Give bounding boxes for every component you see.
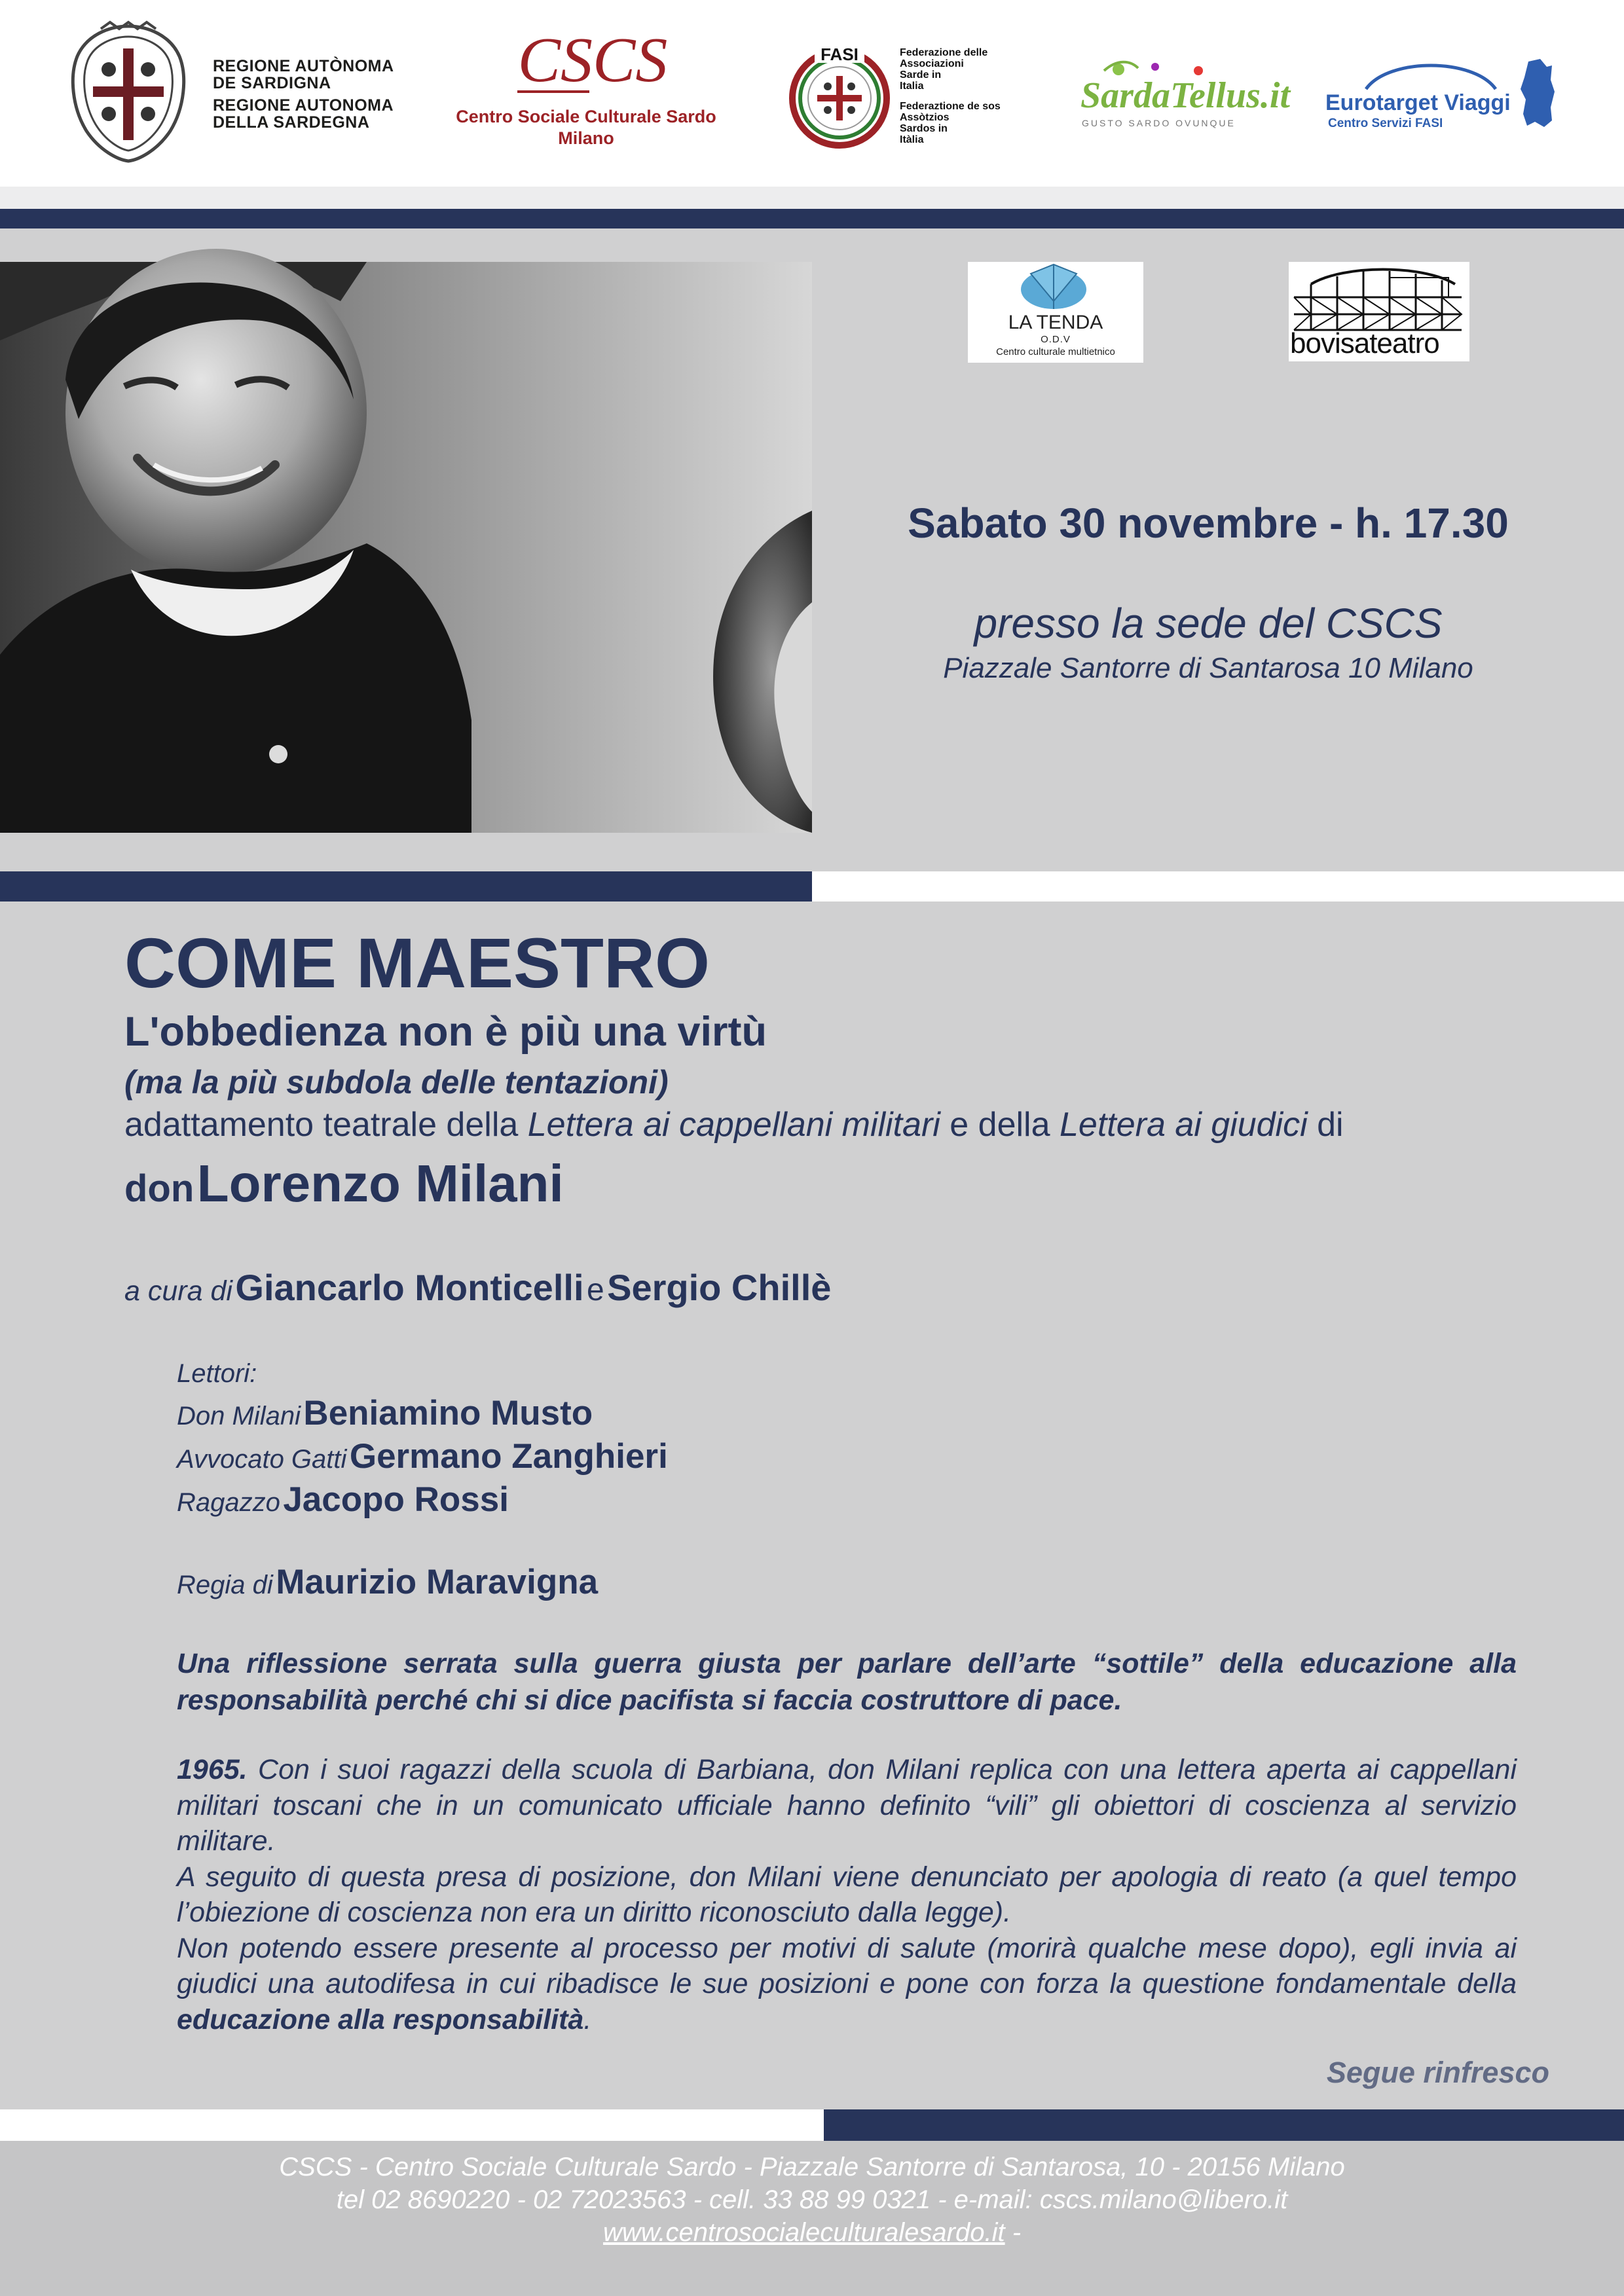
don-milani-photo	[0, 262, 812, 833]
fasi-line-5: Federaztione de sos	[900, 101, 1001, 112]
fasi-line-8: Itàlia	[900, 134, 924, 145]
fasi-line-6: Assòtzios	[900, 112, 950, 123]
regione-line-4: DELLA SARDEGNA	[213, 113, 370, 132]
show-subtitle: L'obbedienza non è più una virtù	[124, 1009, 767, 1055]
cscs-logo	[511, 25, 674, 100]
reader-name: Beniamino Musto	[303, 1394, 593, 1432]
bovisateatro-name: bovisateatro	[1290, 327, 1439, 359]
la-tenda-logo	[968, 262, 1143, 363]
la-tenda-odv: O.D.V	[1041, 334, 1071, 345]
footer-contacts: tel 02 8690220 - 02 72023563 - cell. 33 88 99 0321 - e-mail: cscs.milano@libero.it	[336, 2185, 1288, 2214]
reader-row	[177, 1478, 668, 1522]
history-paragraph-1	[177, 1752, 1517, 1859]
history-paragraph-1-text: Con i suoi ragazzi della scuola di Barbiana, don Milani replica con una lettera aperta ai cappellani militari toscani che in un comunicato ufficiale hanno definito “vili” gli obiettori di coscienza al servizio militare.	[177, 1754, 1517, 1857]
sardatellus-logo	[1078, 56, 1291, 119]
sardinia-map-icon	[1518, 58, 1556, 128]
author-name: Lorenzo Milani	[196, 1154, 564, 1212]
letter-chaplains-title: Lettera ai cappellani militari	[527, 1106, 940, 1144]
website-link[interactable]: www.centrosocialeculturalesardo.it	[602, 2218, 1005, 2247]
fasi-name	[900, 47, 1001, 145]
mid-divider-bar	[0, 871, 812, 902]
reader-role: Don Milani	[177, 1402, 301, 1430]
reflection-paragraph: Una riflessione serrata sulla guerra giusta per parlare dell’arte “sottile” della educazione alla responsabilità perché chi si dice pacifista si faccia costruttore di pace.	[177, 1648, 1517, 1716]
sardatellus-tagline: GUSTO SARDO OVUNQUE	[1082, 118, 1236, 128]
regione-line-2: DE SARDIGNA	[213, 74, 331, 92]
readers-block	[177, 1355, 668, 1522]
direction-label: Regia di	[177, 1571, 273, 1599]
reader-row	[177, 1435, 668, 1478]
fasi-line-1: Federazione delle	[900, 47, 988, 58]
history-paragraph-3-text: Non potendo essere presente al processo per motivi di salute (morirà qualche mese dopo), egli invia ai giudici una autodifesa in cui ribadisce le sue posizioni e pone con forza la questione fondamentale della	[177, 1932, 1517, 1999]
adaptation-text-3: di	[1307, 1106, 1344, 1144]
regione-line-3: REGIONE AUTONOMA	[213, 96, 394, 115]
adaptation-text-1: adattamento teatrale della	[124, 1106, 528, 1144]
cscs-line-2: Milano	[558, 128, 614, 148]
la-tenda-globe-icon	[1018, 263, 1090, 313]
bottom-divider-white	[0, 2109, 824, 2141]
fasi-line-4: Italia	[900, 81, 924, 92]
eurotarget-tagline: Centro Servizi FASI	[1328, 117, 1443, 130]
show-title: COME MAESTRO	[124, 923, 710, 1002]
top-divider-bar	[0, 209, 1624, 228]
adaptation-text-2: e della	[940, 1106, 1060, 1144]
event-date: Sabato 30 novembre - h. 17.30	[908, 500, 1509, 547]
reader-name: Jacopo Rossi	[283, 1480, 509, 1519]
fasi-logo	[786, 42, 893, 151]
la-tenda-tagline: Centro culturale multietnico	[996, 346, 1115, 357]
direction-line	[177, 1562, 598, 1602]
refreshments-note: Segue rinfresco	[1326, 2056, 1549, 2089]
cscs-name	[452, 106, 720, 149]
curator-2: Sergio Chillè	[607, 1267, 832, 1308]
eurotarget-name: Eurotarget Viaggi	[1325, 90, 1511, 115]
la-tenda-name: LA TENDA	[1008, 312, 1103, 333]
history-paragraph-3-end: .	[583, 2003, 592, 2035]
fasi-line-2: Associazioni	[900, 58, 964, 69]
fasi-line-7: Sardos in	[900, 123, 948, 134]
letter-judges-title: Lettera ai giudici	[1059, 1106, 1308, 1144]
responsibility-emphasis: educazione alla responsabilità	[177, 2003, 584, 2035]
history-text	[177, 1752, 1517, 2037]
reader-role: Ragazzo	[177, 1488, 280, 1517]
reader-role: Avvocato Gatti	[177, 1445, 347, 1474]
readers-title: Lettori:	[177, 1359, 257, 1388]
author-prefix: don	[124, 1167, 194, 1210]
author-line	[124, 1154, 564, 1214]
sardatellus-name: SardaTellus.it	[1080, 75, 1291, 116]
adaptation-line	[124, 1105, 1344, 1144]
logo-band-shadow	[0, 187, 1624, 209]
history-paragraph-3	[177, 1931, 1517, 2038]
fasi-acronym: FASI	[821, 45, 858, 64]
reader-row	[177, 1392, 668, 1435]
eurotarget-arc-icon	[1362, 55, 1500, 92]
regione-sardegna-name	[213, 58, 394, 131]
bovisateatro-logo	[1289, 262, 1469, 361]
reader-name: Germano Zanghieri	[349, 1437, 668, 1476]
cscs-logo-text: CSCS	[517, 25, 668, 96]
event-venue: presso la sede del CSCS	[974, 600, 1443, 647]
regione-sardegna-crest-icon	[63, 22, 194, 164]
director-name: Maurizio Maravigna	[276, 1563, 599, 1601]
curated-and: e	[586, 1273, 604, 1307]
website-tail: -	[1005, 2218, 1022, 2247]
footer-address: CSCS - Centro Sociale Culturale Sardo - Piazzale Santorre di Santarosa, 10 - 20156 Milano	[279, 2153, 1345, 2181]
event-address: Piazzale Santorre di Santarosa 10 Milano	[943, 652, 1473, 684]
fasi-line-3: Sarde in	[900, 69, 942, 81]
mid-divider-white	[812, 871, 1624, 902]
footer-website-line	[0, 2218, 1624, 2248]
show-subtitle-parenthetical: (ma la più subdola delle tentazioni)	[124, 1064, 669, 1101]
year-1965: 1965.	[177, 1754, 248, 1785]
curated-by-line	[124, 1266, 831, 1309]
curator-1: Giancarlo Monticelli	[235, 1267, 584, 1308]
bottom-divider-bar	[824, 2109, 1624, 2141]
regione-line-1: REGIONE AUTÒNOMA	[213, 57, 394, 75]
cscs-line-1: Centro Sociale Culturale Sardo	[456, 107, 716, 126]
history-paragraph-2: A seguito di questa presa di posizione, don Milani viene denunciato per apologia di reato (a quel tempo l’obiezione di coscienza non era un diritto riconosciuto dalla legge).	[177, 1861, 1517, 1928]
theatre-scaffold-icon	[1291, 264, 1466, 333]
curated-by-label: a cura di	[124, 1275, 232, 1307]
